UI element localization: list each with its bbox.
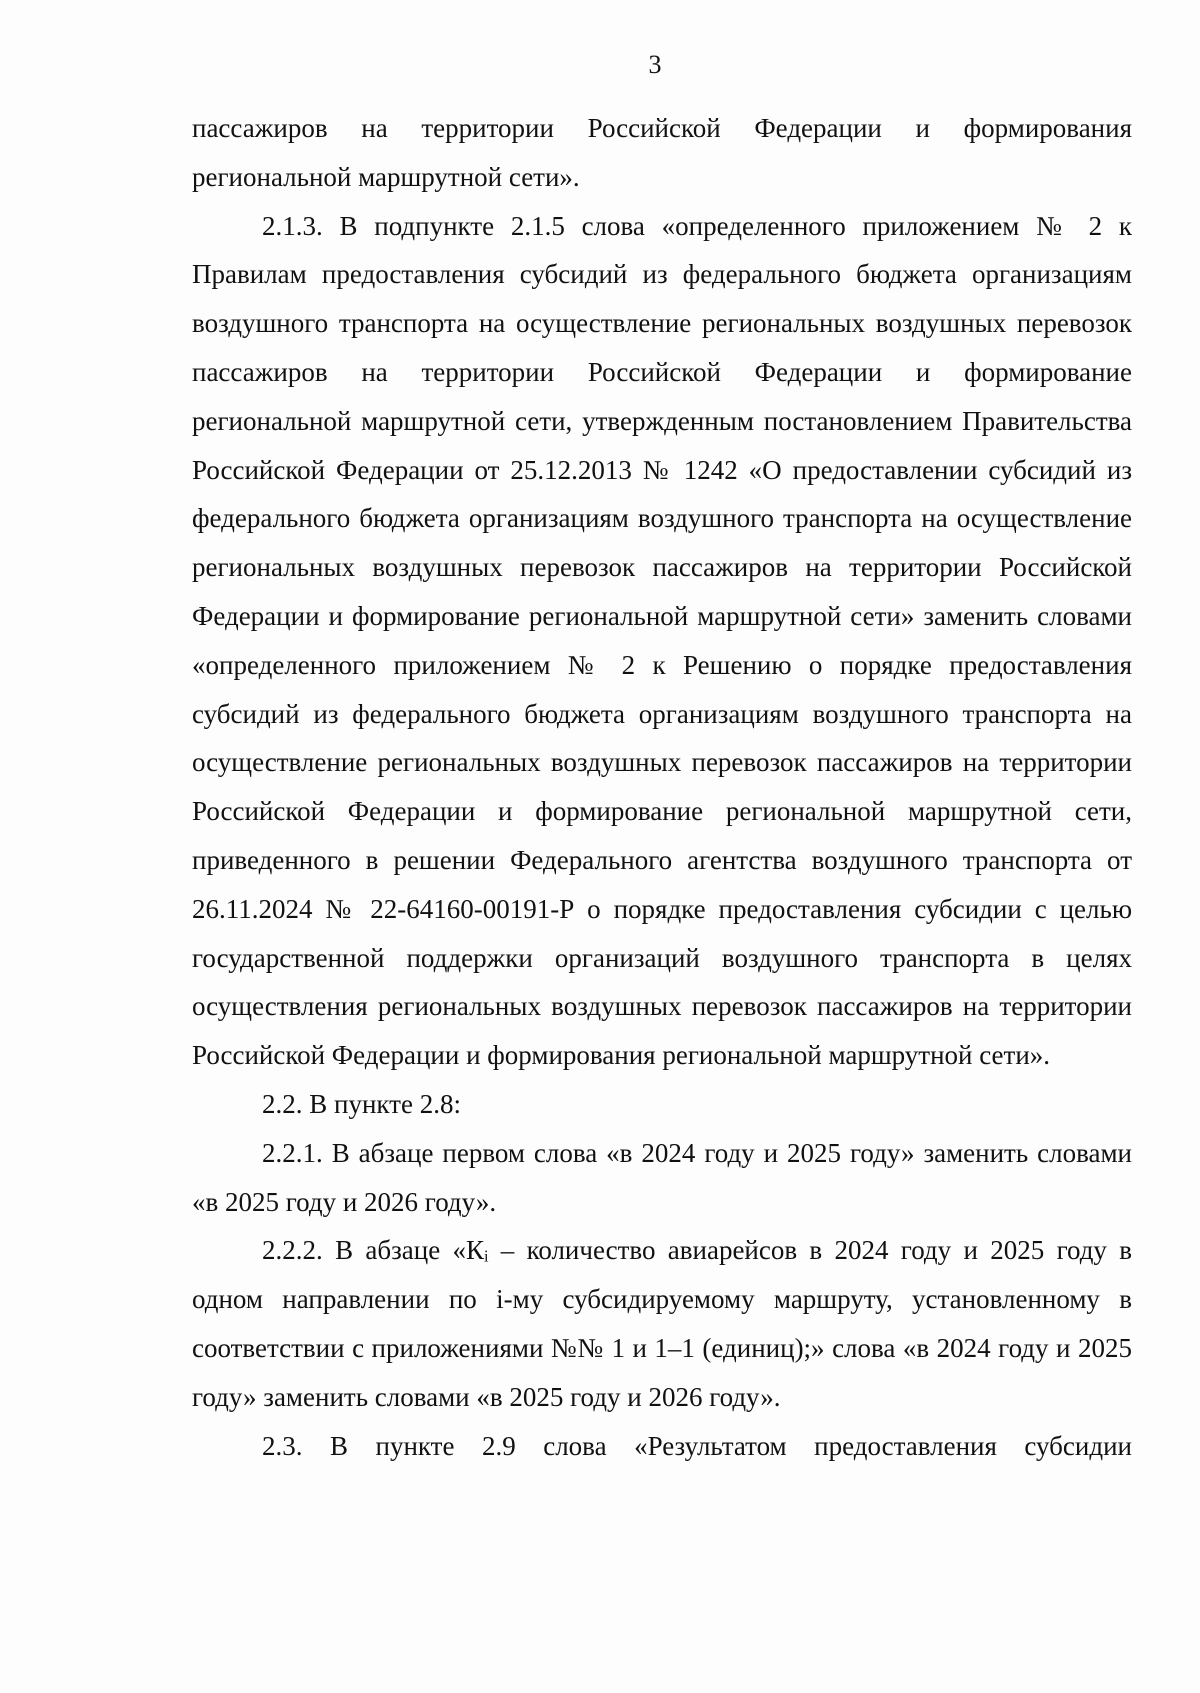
paragraph-2-2-2: 2.2.2. В абзаце «Кᵢ – количество авиарейсов в 2024 году и 2025 году в одном направлении по i-му субсидируемому маршруту, установленному в соответствии с приложениями №№ 1 и 1–1 (единиц);» слова «в 2024 году и 2025 году» заменить словами «в 2025 году и 2026 году». [192, 1235, 1132, 1412]
paragraph-2-1-3: 2.1.3. В подпункте 2.1.5 слова «определенного приложением № 2 к Правилам предоставления субсидий из федерального бюджета организациям воздушного транспорта на осуществление региональных воздушных перевозок пассажиров на территории Российской Федерации и формирование региональной маршрутной сети, утвержденным постановлением Правительства Российской Федерации от 25.12.2013 № 1242 «О предоставлении субсидий из федерального бюджета организациям воздушного транспорта на осуществление региональных воздушных перевозок пассажиров на территории Российской Федерации и формирование региональной маршрутной сети» заменить словами «определенного приложением № 2 к Решению о порядке предоставления субсидий из федерального бюджета организациям воздушного транспорта на осуществление региональных воздушных перевозок пассажиров на территории Российской Федерации и формирование региональной маршрутной сети, приведенного в решении Федерального агентства воздушного транспорта от 26.11.2024 № 22-64160-00191-Р о порядке предоставления субсидии с целью государственной поддержки организаций воздушного транспорта в целях осуществления региональных воздушных перевозок пассажиров на территории Российской Федерации и формирования региональной маршрутной сети». [192, 210, 1132, 1071]
paragraph-continuation: пассажиров на территории Российской Федерации и формирования региональной маршрутной сети». [192, 113, 1132, 192]
paragraph-2-2-1: 2.2.1. В абзаце первом слова «в 2024 году и 2025 году» заменить словами «в 2025 году и 2026 году». [192, 1137, 1132, 1217]
paragraph-2-3: 2.3. В пункте 2.9 слова «Результатом предоставления субсидии [262, 1430, 1132, 1461]
document-body [192, 104, 1132, 1470]
page-number: 3 [648, 50, 662, 79]
paragraph-2-2: 2.2. В пункте 2.8: [262, 1088, 461, 1119]
